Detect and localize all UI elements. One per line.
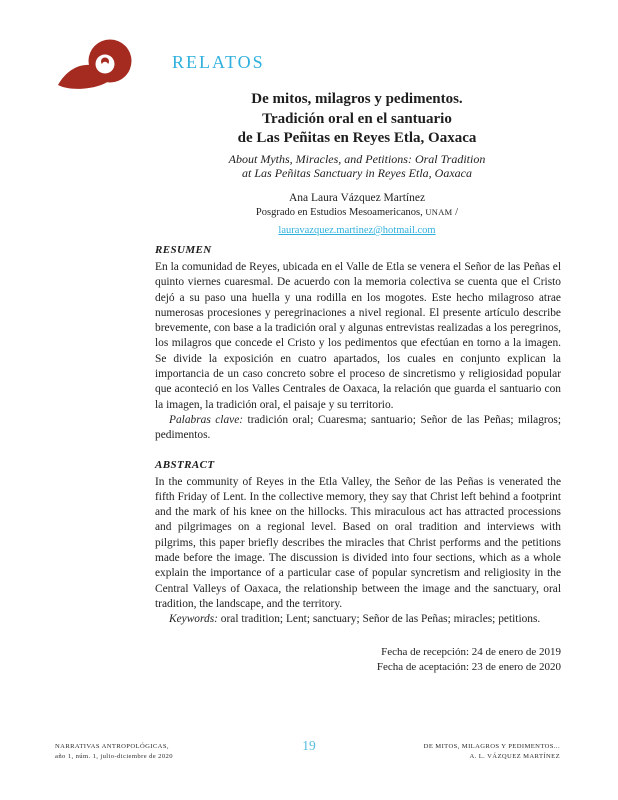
affiliation-institution: UNAM: [425, 207, 453, 217]
journal-logo: [56, 35, 136, 95]
resumen-heading: RESUMEN: [155, 244, 212, 256]
palabras-clave-label: Palabras clave:: [169, 413, 244, 426]
keywords-label: Keywords:: [169, 613, 218, 626]
article-title-line: Tradición oral en el santuario: [262, 110, 452, 127]
acceptance-date: Fecha de aceptación: 23 de enero de 2020: [376, 661, 561, 674]
page-number: 19: [302, 738, 316, 753]
article-title-english: [107, 152, 607, 181]
abstract-heading: ABSTRACT: [155, 458, 215, 471]
author-email-link[interactable]: lauravazquez.martinez@hotmail.com: [278, 225, 436, 236]
keywords-text: oral tradition; Lent; sanctuary; Señor de las Peñas; miracles; petitions.: [217, 613, 541, 626]
article-title-line: De mitos, milagros y pedimentos.: [251, 91, 463, 107]
abstract-text: In the community of Reyes in the Etla Valley, the Señor de las Peñas is venerated the fifth Friday of Lent. In the collective memory, they say that Christ left behind a footprint and the mark of his knee on the hillocks. This miraculous act has attracted processions and pilgrimages on a regional level. Based on oral tradition and interviews with pilgrims, this paper briefly describes the miracles that Christ performs and the petitions made before the image. The discussion is divided into four sections, which as a whole explain the importance of a particular case of popular syncretism and religiosity in the Central Valleys of Oaxaca, the relationship between the image and the sanctuary, oral tradition, the landscape, and the territory.: [155, 475, 561, 610]
footer-running-author: A. L. VÁZQUEZ MARTÍNEZ: [469, 753, 560, 760]
article-dates: [155, 645, 561, 676]
affiliation-text: /: [452, 207, 459, 218]
article-subtitle-line: About Myths, Miracles, and Petitions: Oral Tradition: [228, 151, 486, 166]
reception-date: Fecha de recepción: 24 de enero de 2019: [381, 645, 561, 658]
article-front-matter: [155, 244, 561, 676]
article-title-line: de Las Peñitas en Reyes Etla, Oaxaca: [237, 130, 477, 146]
footer-running-title: DE MITOS, MILAGROS Y PEDIMENTOS...: [423, 743, 560, 750]
author-affiliation: [107, 205, 607, 220]
palabras-clave: [155, 413, 561, 444]
palabras-clave-text: tradición oral; Cuaresma; santuario; Señor de las Peñas; milagros; pedimentos.: [155, 413, 562, 442]
affiliation-text: Posgrado en Estudios Mesoamericanos,: [255, 207, 426, 218]
resumen-text: En la comunidad de Reyes, ubicada en el Valle de Etla se venera el Señor de las Peñas el quinto viernes cuaresmal. De acuerdo con la memoria colectiva se cuenta que el Cristo dejó a su paso una huella y una rodilla en los mogotes. Este hecho milagroso atrae numerosas procesiones y peregrinaciones a nivel regional. El presente artículo describe brevemente, con base a la tradición oral y algunas entrevistas realizadas a los peregrinos, los milagros que concede el Cristo y los pedimentos que efectúan en torno a la imagen. Se divide la exposición en cuatro apartados, los cuales en conjunto explican la importancia de un caso concreto sobre el proceso de sincretismo y religiosidad popular que aconteció en los Valles Centrales de Oaxaca, la relación que guarda el santuario con la imagen, la tradición oral, el paisaje y su territorio.: [155, 261, 561, 411]
footer-journal-name: NARRATIVAS ANTROPOLÓGICAS,: [55, 743, 169, 750]
keywords: [155, 612, 561, 627]
footer-journal-issue: año 1, núm. 1, julio-diciembre de 2020: [55, 753, 173, 760]
swirl-logo-icon: [56, 35, 136, 95]
author-block: [107, 191, 607, 238]
article-subtitle-line: at Las Peñitas Sanctuary in Reyes Etla, Oaxaca: [242, 166, 472, 180]
author-name: Ana Laura Vázquez Martínez: [288, 192, 426, 204]
footer-running-head: [424, 742, 560, 762]
article-title-block: [107, 90, 607, 181]
section-label: RELATOS: [172, 52, 265, 72]
